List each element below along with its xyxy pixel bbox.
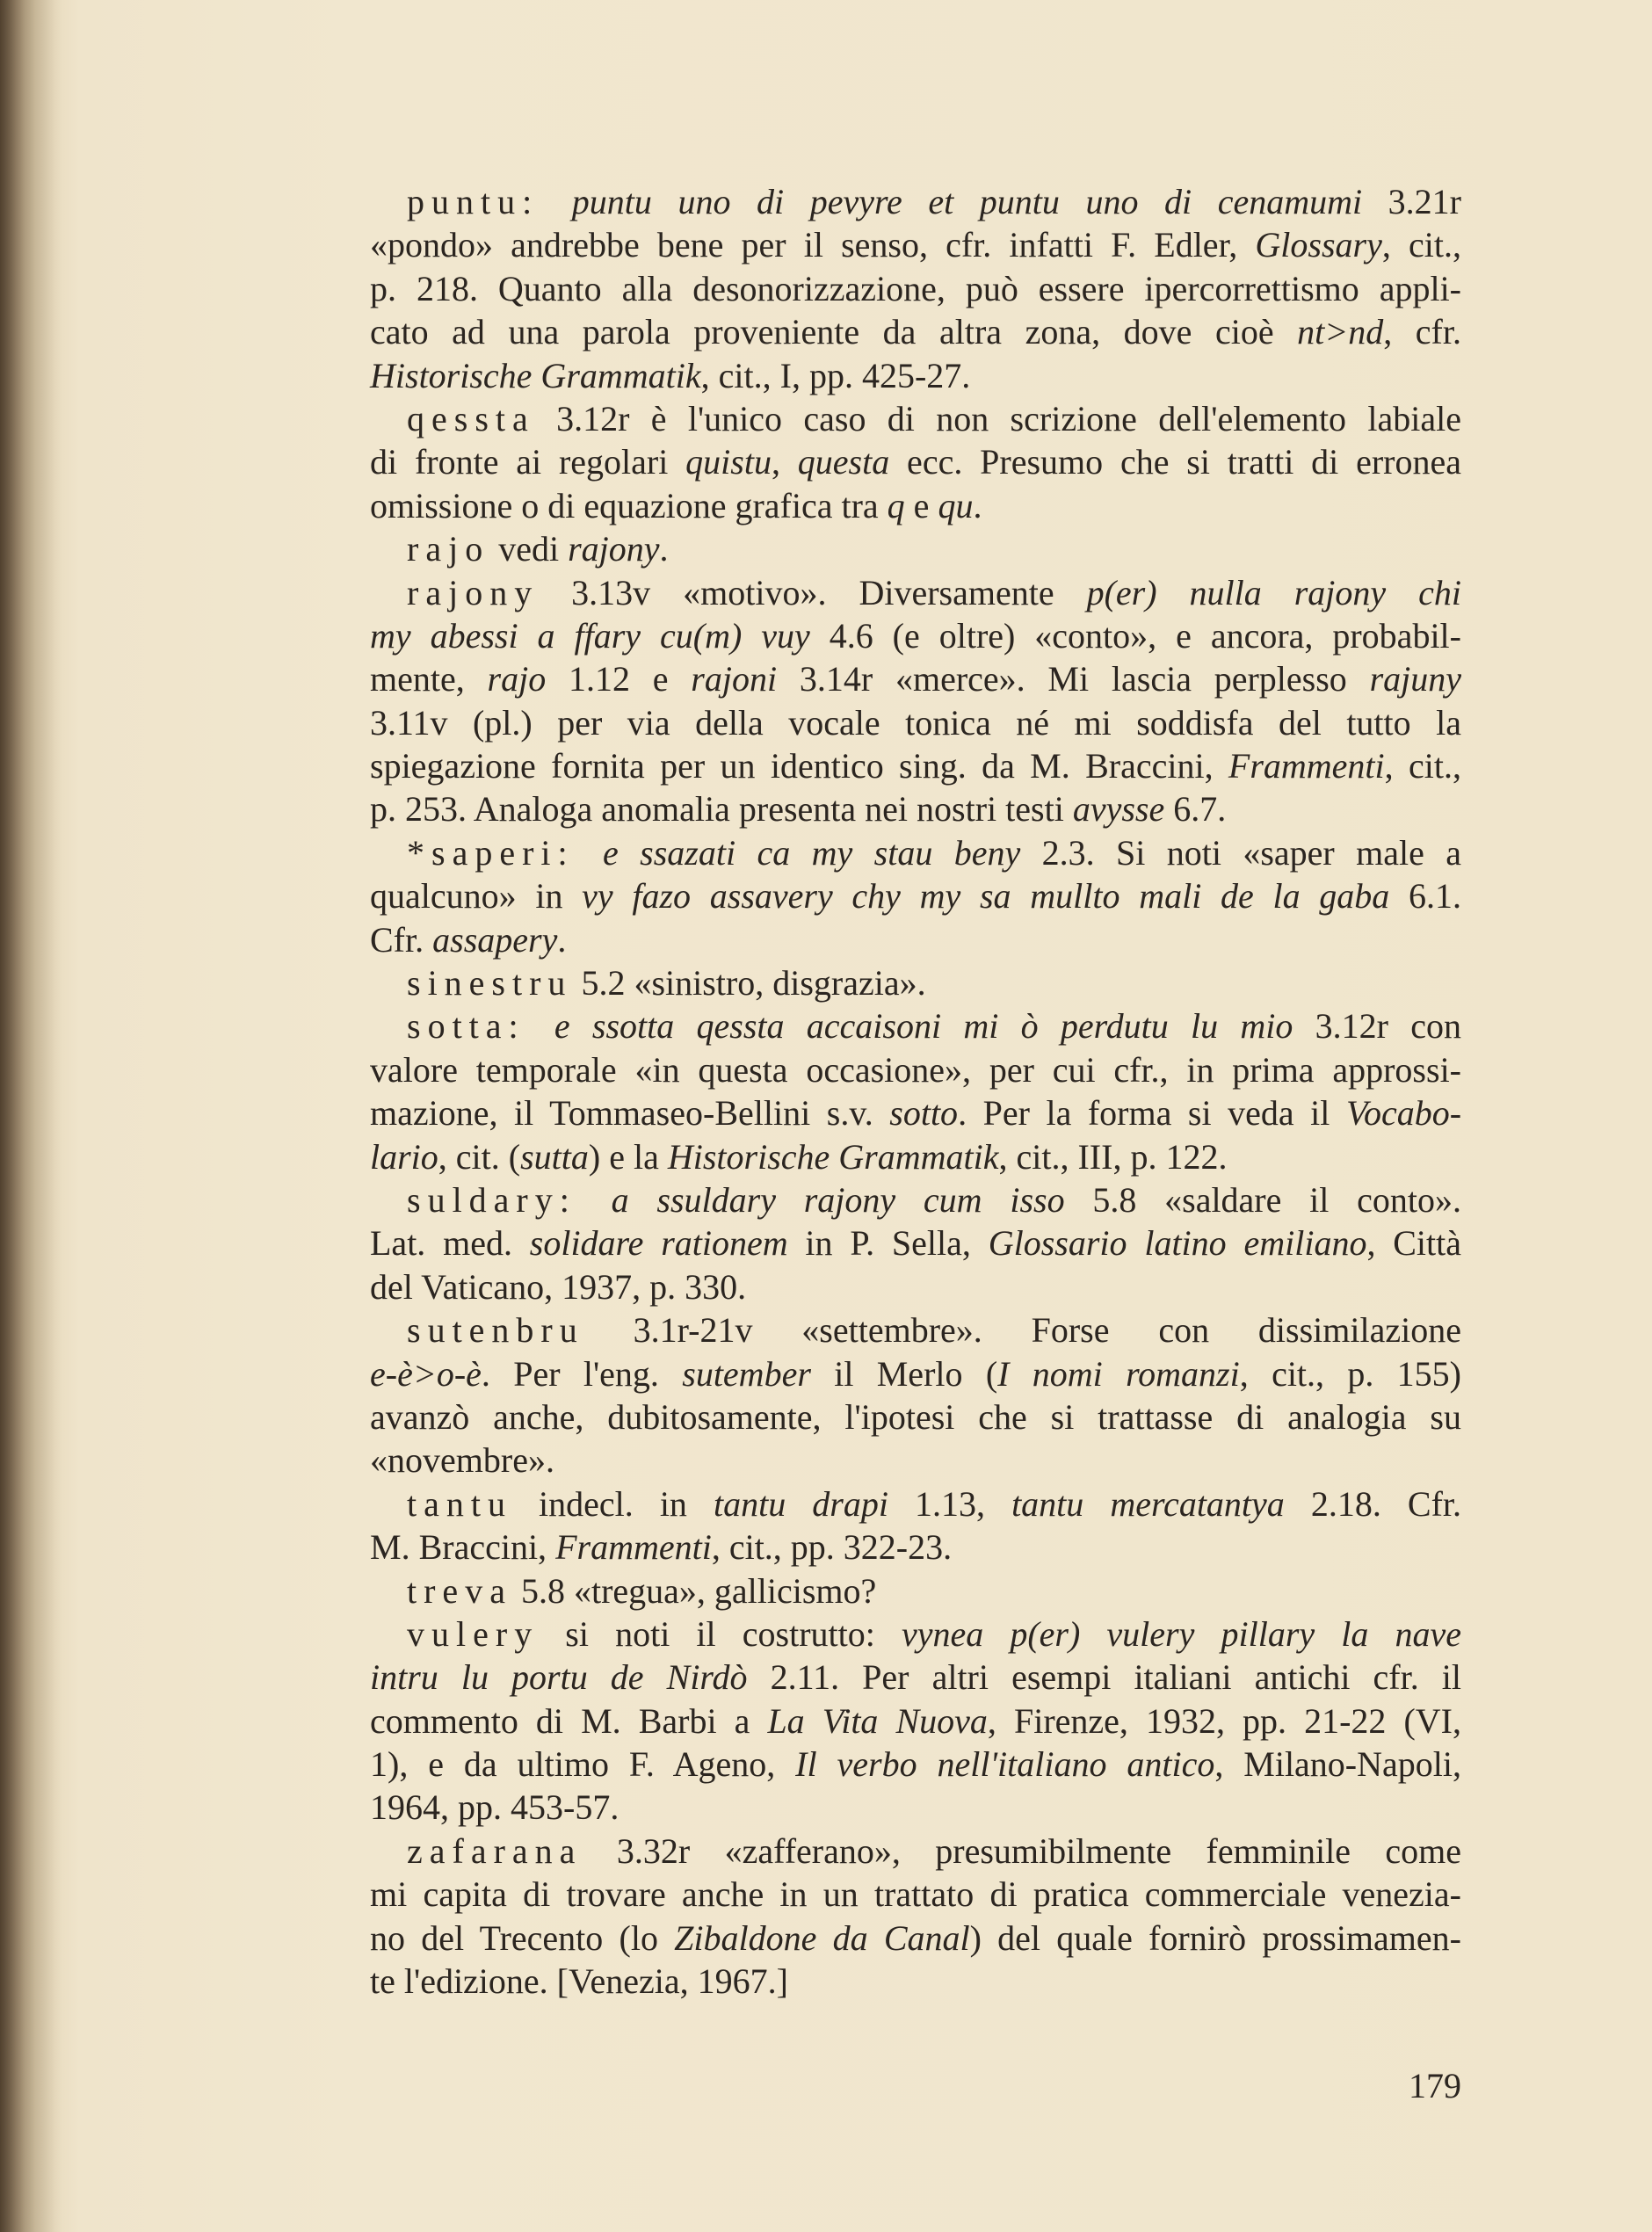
text-line [370, 1265, 1461, 1308]
italic-citation: Vocabo- [1345, 1093, 1462, 1134]
headword: rajony [407, 572, 540, 612]
italic-citation: questa [797, 442, 890, 482]
headword: vulery [407, 1613, 540, 1654]
italic-citation: quistu [685, 442, 772, 482]
text-line [370, 1743, 1461, 1786]
text-line [370, 1656, 1461, 1699]
italic-citation: solidare rationem [529, 1223, 788, 1264]
text-segment: 5.8 «tregua», gallicismo? [511, 1570, 877, 1611]
text-segment: , Città [1366, 1223, 1462, 1264]
headword: suldary: [407, 1179, 612, 1220]
text-segment: , Milano-Napoli, [1214, 1744, 1461, 1785]
text-segment: 1.13, [888, 1483, 1012, 1524]
italic-citation: Historische Grammatik [667, 1136, 999, 1177]
text-line [370, 1612, 1461, 1656]
text-line [370, 874, 1461, 917]
text-line [370, 1048, 1461, 1091]
italic-citation: vy fazo assavery chy my sa mullto mali de la gaba [582, 876, 1390, 917]
text-segment: Cfr. [370, 919, 433, 960]
text-segment: 6.7. [1164, 789, 1227, 830]
text-segment: , cit., III, p. 122. [998, 1136, 1228, 1177]
italic-citation: rajony [568, 529, 660, 569]
italic-citation: p(er) nulla rajony chi [1086, 572, 1461, 612]
text-line [370, 397, 1461, 440]
italic-citation: my abessi a ffary cu(m) vuy [370, 615, 810, 656]
text-segment: te l'edizione. [Venezia, 1967.] [370, 1961, 788, 2002]
text-segment: cato ad una parola proveniente da altra zona, dove cioè [370, 312, 1298, 352]
headword: sotta: [407, 1006, 554, 1047]
text-segment: 2.18. Cfr. [1284, 1483, 1462, 1524]
text-segment: e [904, 485, 938, 525]
italic-citation: tantu drapi [713, 1483, 888, 1524]
italic-citation: sutember [682, 1353, 811, 1394]
text-segment: 6.1. [1389, 876, 1462, 917]
text-line [370, 744, 1461, 787]
text-line [370, 1917, 1461, 1960]
text-segment: ) del quale fornirò prossimamen- [969, 1917, 1461, 1958]
text-line [370, 1960, 1461, 2003]
text-segment: «novembre». [370, 1440, 554, 1481]
text-segment: 1), e da ultimo F. Ageno, [370, 1744, 796, 1785]
text-line [370, 1308, 1461, 1352]
text-segment: p. 218. Quanto alla desonorizzazione, può essere ipercorrettismo appli- [370, 268, 1461, 308]
text-line [370, 440, 1461, 483]
text-segment: di fronte ai regolari [370, 442, 686, 482]
text-segment: mente, [370, 659, 488, 699]
text-segment: commento di M. Barbi a [370, 1700, 768, 1741]
text-segment: 2.3. Si noti «saper male a [1020, 832, 1462, 873]
text-segment: mi capita di trovare anche in un trattato di pratica commerciale venezia- [370, 1874, 1461, 1915]
text-line [370, 223, 1461, 266]
italic-citation: rajo [487, 659, 547, 699]
text-segment: in P. Sella, [787, 1223, 989, 1264]
text-segment: vedi [489, 529, 569, 569]
text-segment: 5.2 «sinistro, disgrazia». [572, 963, 926, 1004]
text-line [370, 1699, 1461, 1743]
text-segment: avanzò anche, dubitosamente, l'ipotesi che si trattasse di analogia su [370, 1396, 1461, 1437]
text-line [370, 1830, 1461, 1873]
text-line [370, 1091, 1461, 1134]
glossary-text-block [370, 180, 1461, 2003]
text-line [370, 310, 1461, 353]
italic-citation: sutta [520, 1136, 589, 1177]
italic-citation: Glossary [1255, 225, 1382, 265]
text-line [370, 918, 1461, 961]
headword: qessta [407, 398, 535, 438]
italic-citation: intru lu portu de Nirdò [370, 1657, 748, 1698]
text-segment: , cit., [1384, 746, 1461, 786]
italic-citation: rajuny [1369, 659, 1462, 699]
text-segment: «pondo» andrebbe bene per il senso, cfr. infatti F. Edler, [370, 225, 1256, 265]
headword: treva [407, 1570, 512, 1611]
text-line [370, 1786, 1461, 1829]
text-segment: , cit., p. 155) [1239, 1353, 1461, 1394]
text-segment: . [557, 919, 567, 960]
text-segment: 3.11v (pl.) per via della vocale tonica né mi soddisfa del tutto la [370, 702, 1461, 743]
italic-citation: lario [370, 1136, 438, 1177]
book-gutter-shadow [0, 0, 62, 2232]
text-line [370, 1135, 1461, 1178]
italic-citation: Glossario latino emiliano [988, 1223, 1367, 1264]
text-line [370, 1178, 1461, 1221]
italic-citation: I nomi romanzi [997, 1353, 1240, 1394]
text-line [370, 831, 1461, 874]
italic-citation: Frammenti [555, 1527, 712, 1568]
text-segment: si noti il costrutto: [539, 1613, 902, 1654]
text-segment: , cit., pp. 322-23. [711, 1527, 953, 1568]
text-line [370, 527, 1461, 570]
text-segment: ecc. Presumo che si tratti di erronea [889, 442, 1461, 482]
text-segment: 4.6 (e oltre) «conto», e ancora, probabil- [809, 615, 1461, 656]
text-segment: Lat. med. [370, 1223, 530, 1264]
text-line [370, 614, 1461, 657]
text-segment: 3.21r [1362, 182, 1461, 221]
italic-citation: Frammenti [1228, 746, 1385, 786]
italic-citation: avysse [1072, 789, 1165, 830]
text-segment: 3.12r è l'unico caso di non scrizione dell'elemento labiale [534, 398, 1461, 438]
text-segment: ) e la [588, 1136, 668, 1177]
italic-citation: sotto [889, 1093, 959, 1134]
italic-citation: a ssuldary rajony cum isso [611, 1179, 1065, 1220]
page-number: 179 [1409, 2066, 1461, 2105]
text-line [370, 1395, 1461, 1438]
text-segment: . [659, 529, 669, 569]
italic-citation: nt>nd [1297, 312, 1384, 352]
text-segment: 2.11. Per altri esempi italiani antichi cfr. il [747, 1657, 1461, 1698]
text-line [370, 1438, 1461, 1482]
text-line [370, 1482, 1461, 1525]
text-segment: valore temporale «in questa occasione», per cui cfr., in prima approssi- [370, 1049, 1461, 1090]
text-line [370, 354, 1461, 397]
text-segment: mazione, il Tommaseo-Bellini s.v. [370, 1093, 890, 1134]
italic-citation: e ssazati ca my stau beny [603, 832, 1021, 873]
text-segment: . Per la forma si veda il [958, 1093, 1346, 1134]
italic-citation: rajoni [691, 659, 778, 699]
text-segment: M. Braccini, [370, 1527, 556, 1568]
text-line [370, 1873, 1461, 1916]
headword: tantu [407, 1483, 512, 1524]
text-segment: no del Trecento (lo [370, 1917, 675, 1958]
text-segment: 3.12r con [1293, 1006, 1461, 1047]
italic-citation: e ssotta qessta accaisoni mi ò perdutu lu mio [554, 1006, 1293, 1047]
text-segment: del Vaticano, 1937, p. 330. [370, 1266, 747, 1307]
text-line [370, 1352, 1461, 1395]
italic-citation: q [887, 485, 905, 525]
text-line [370, 267, 1461, 310]
text-segment: . Per l'eng. [481, 1353, 683, 1394]
text-segment: p. 253. Analoga anomalia presenta nei nostri testi [370, 789, 1073, 830]
text-segment: 1964, pp. 453-57. [370, 1787, 620, 1828]
text-segment: , Firenze, 1932, pp. 21-22 (VI, [987, 1700, 1461, 1741]
text-line [370, 657, 1461, 700]
italic-citation: Zibaldone da Canal [674, 1917, 970, 1958]
italic-citation: puntu uno di pevyre et puntu uno di cenamumi [571, 182, 1363, 221]
italic-citation: assapery [432, 919, 558, 960]
text-segment: omissione o di equazione grafica tra [370, 485, 888, 525]
italic-citation: La Vita Nuova [767, 1700, 988, 1741]
text-segment: 3.14r «merce». Mi lascia perplesso [777, 659, 1370, 699]
text-line [370, 701, 1461, 744]
text-segment: , cfr. [1383, 312, 1461, 352]
text-segment: 3.32r «zafferano», presumibilmente femminile come [582, 1830, 1461, 1871]
italic-citation: e-è>o-è [370, 1353, 482, 1394]
headword: zafarana [407, 1830, 583, 1871]
headword: *saperi: [407, 832, 604, 873]
text-line [370, 961, 1461, 1004]
text-segment: 5.8 «saldare il conto». [1064, 1179, 1462, 1220]
text-line [370, 571, 1461, 614]
text-segment: 3.13v «motivo». Diversamente [539, 572, 1087, 612]
text-segment: , cit. ( [438, 1136, 521, 1177]
italic-citation: qu [938, 485, 974, 525]
italic-citation: Il verbo nell'italiano antico [795, 1744, 1215, 1785]
text-segment: , [771, 442, 798, 482]
text-segment: indecl. in [511, 1483, 714, 1524]
text-line [370, 1004, 1461, 1047]
italic-citation: vynea p(er) vulery pillary la nave [901, 1613, 1461, 1654]
text-segment: il Merlo ( [810, 1353, 998, 1394]
headword: puntu: [407, 182, 572, 221]
text-segment: , cit., [1381, 225, 1461, 265]
text-segment: . [973, 485, 982, 525]
italic-citation: tantu mercatantya [1011, 1483, 1285, 1524]
text-segment: spiegazione fornita per un identico sing. da M. Braccini, [370, 746, 1228, 786]
text-line [370, 1221, 1461, 1265]
text-line [370, 787, 1461, 830]
text-segment: qualcuno» in [370, 876, 583, 917]
italic-citation: Historische Grammatik [370, 355, 701, 395]
headword: rajo [407, 529, 490, 569]
text-line [370, 180, 1461, 223]
text-line [370, 484, 1461, 527]
headword: sutenbru [407, 1310, 584, 1351]
text-line [370, 1525, 1461, 1569]
text-segment: 1.12 e [546, 659, 692, 699]
text-line [370, 1569, 1461, 1612]
text-segment: 3.1r-21v «settembre». Forse con dissimilazione [583, 1310, 1461, 1351]
headword: sinestru [407, 963, 573, 1004]
text-segment: , cit., I, pp. 425-27. [700, 355, 971, 395]
